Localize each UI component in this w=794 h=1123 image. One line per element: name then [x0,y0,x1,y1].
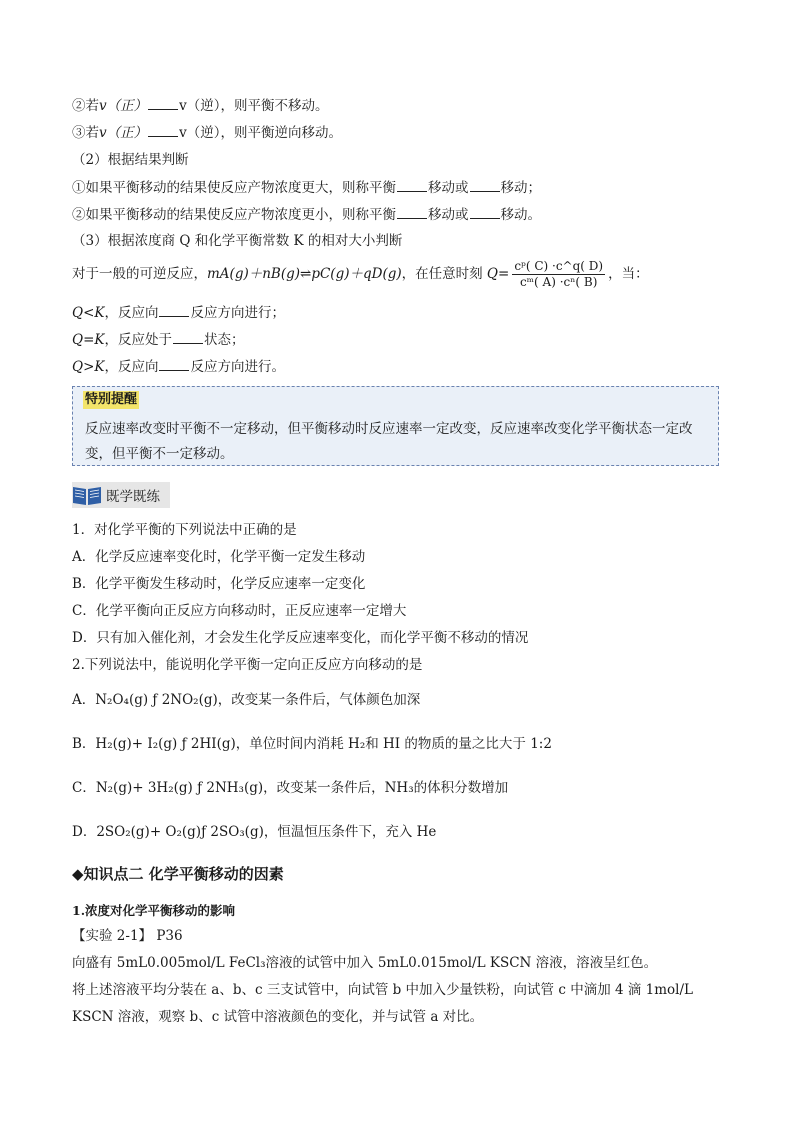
fill-blank[interactable] [397,177,427,192]
q-fraction [512,259,605,290]
experiment-paragraph-1: 向盛有 5mL0.005mol/L FeCl₃溶液的试管中加入 5mL0.015mol/L KSCN 溶液，溶液呈红色。 [72,955,658,971]
fill-blank[interactable] [148,122,178,137]
text: ③若 [72,125,99,141]
text: ，反应处于 [104,332,172,348]
q2-option-d[interactable]: D．2SO₂(g)+ O₂(g)ƒ 2SO₃(g)，恒温恒压条件下，充入 He [72,824,437,840]
q-symbol: Q= [486,266,510,282]
q-denominator: cᵐ( A) ·cⁿ( B) [519,275,598,289]
text: ②若 [72,98,99,114]
fill-blank[interactable] [159,356,189,371]
q1-option-a[interactable]: A．化学反应速率变化时，化学平衡一定发生移动 [72,549,366,565]
text: ，当： [608,266,649,282]
text: v（逆），则平衡逆向移动。 [179,125,343,141]
text: Q=K [72,332,105,348]
text: 移动； [500,180,541,196]
practice-label: 既学既练 [106,489,160,505]
text: 反应方向进行。 [190,359,285,375]
question-1: 1．对化学平衡的下列说法中正确的是 [72,522,297,538]
text: 移动或 [428,207,469,223]
fill-blank[interactable] [397,204,427,219]
section2-item2 [72,204,541,225]
text: Q<K [72,305,105,321]
text: 移动。 [500,207,541,223]
section2-title: （2）根据结果判断 [72,152,189,168]
special-reminder-box [72,386,719,466]
text: 移动或 [428,180,469,196]
q1-option-b[interactable]: B．化学平衡发生移动时，化学反应速率一定变化 [72,576,366,592]
q2-option-a[interactable]: A．N₂O₄(g) ƒ 2NO₂(g)，改变某一条件后，气体颜色加深 [72,692,421,708]
text: v（正） [99,125,148,141]
fill-blank[interactable] [470,204,500,219]
q2-option-c[interactable]: C．N₂(g)+ 3H₂(g) ƒ 2NH₃(g)，改变某一条件后，NH₃的体积分数增加 [72,780,509,796]
open-book-icon [72,484,102,506]
fill-blank[interactable] [148,95,178,110]
condition-line-2 [72,95,329,116]
reaction-equation: mA(g)＋nB(g)⇌pC(g)＋qD(g) [207,266,402,282]
q1-option-d[interactable]: D．只有加入催化剂，才会发生化学反应速率变化，而化学平衡不移动的情况 [72,630,529,646]
case-q-equal-k [72,329,244,350]
case-q-less-k [72,302,285,323]
text: v（正） [99,98,148,114]
section3-intro [72,258,649,290]
text: ①如果平衡移动的结果使反应产物浓度更大，则称平衡 [72,180,396,196]
text: ，反应向 [104,359,159,375]
special-reminder-text: 反应速率改变时平衡不一定移动，但平衡移动时反应速率一定改变，反应速率改变化学平衡状态一定改变，但平衡不一定移动。 [85,421,693,462]
fill-blank[interactable] [470,177,500,192]
knowledge-point-2-heading: ◆知识点二 化学平衡移动的因素 [72,865,284,883]
text: 反应方向进行； [190,305,285,321]
section3-title: （3）根据浓度商 Q 和化学平衡常数 K 的相对大小判断 [72,233,403,249]
q2-option-b[interactable]: B．H₂(g)+ I₂(g) ƒ 2HI(g)，单位时间内消耗 H₂和 HI 的物质的量之比大于 1:2 [72,736,552,752]
text: 状态； [203,332,245,348]
text: ②如果平衡移动的结果使反应产物浓度更小，则称平衡 [72,207,396,223]
concentration-subheading: 1.浓度对化学平衡移动的影响 [72,903,236,918]
practice-header [72,482,170,508]
q1-option-c[interactable]: C．化学平衡向正反应方向移动时，正反应速率一定增大 [72,603,407,619]
text: 对于一般的可逆反应， [72,266,207,282]
fill-blank[interactable] [173,329,203,344]
text: ，在任意时刻 [401,266,483,282]
text: v（逆），则平衡不移动。 [179,98,329,114]
section2-item1 [72,177,541,198]
experiment-paragraph-2: 将上述溶液平均分装在 a、b、c 三支试管中，向试管 b 中加入少量铁粉，向试管 c 中滴加 4 滴 1mol/L [72,982,694,998]
fill-blank[interactable] [159,302,189,317]
text: ，反应向 [104,305,159,321]
text: Q>K [72,359,105,375]
condition-line-3 [72,122,342,143]
special-reminder-title: 特别提醒 [85,392,138,407]
q-numerator: cᵖ( C) ·c^q( D) [514,259,604,273]
experiment-paragraph-3: KSCN 溶液，观察 b、c 试管中溶液颜色的变化，并与试管 a 对比。 [72,1009,484,1025]
question-2: 2.下列说法中，能说明化学平衡一定向正反应方向移动的是 [72,657,423,673]
case-q-greater-k [72,356,285,377]
experiment-label: 【实验 2-1】 P36 [72,928,183,944]
